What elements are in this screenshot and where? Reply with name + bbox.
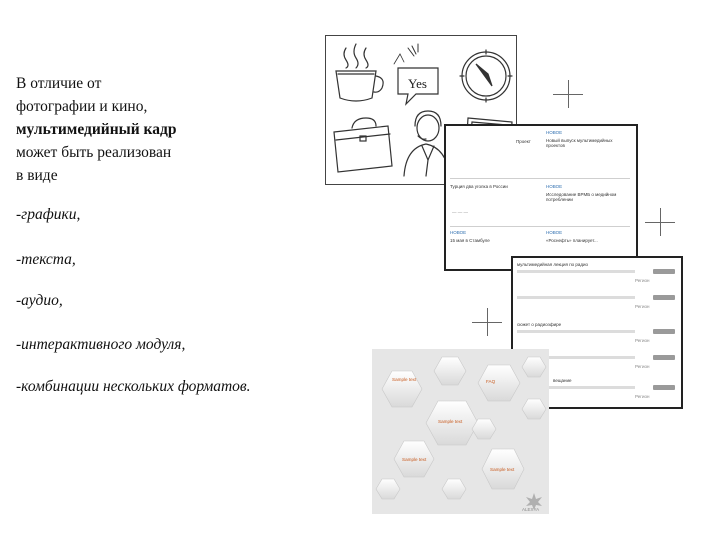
news-meta: — — —	[452, 210, 469, 215]
plus-mark	[553, 80, 583, 108]
yes-label: Yes	[408, 76, 427, 91]
audio-row-label: Регион	[635, 364, 650, 369]
audio-heading: мультимедийная лекция по радио	[517, 262, 589, 267]
news-title: 15 мая в Стамбуле	[450, 238, 490, 243]
audio-row-label: Регион	[635, 394, 650, 399]
infographic-label: Sample text	[490, 467, 515, 472]
news-screenshot	[444, 124, 638, 271]
speech-bubble-icon	[394, 44, 438, 104]
intro-line-bold: мультимедийный кадр	[16, 121, 177, 138]
plus-mark	[645, 208, 675, 236]
news-tag: НОВОЕ	[450, 230, 467, 235]
play-button[interactable]	[653, 385, 675, 390]
play-button[interactable]	[653, 355, 675, 360]
news-tag: НОВОЕ	[546, 130, 563, 135]
news-title: Турция два уголка в России	[450, 184, 508, 189]
list-item: -текста,	[16, 251, 76, 268]
hexagon	[522, 357, 546, 377]
audio-track	[517, 270, 635, 273]
play-button[interactable]	[653, 269, 675, 274]
hexagon	[478, 365, 520, 401]
news-title: «Роснефть» планирует...	[546, 238, 598, 243]
compass-icon	[460, 50, 512, 102]
hexagon	[442, 479, 466, 499]
audio-row-label: Регион	[635, 338, 650, 343]
list-item: -графики,	[16, 206, 81, 223]
news-tag: НОВОЕ	[546, 184, 563, 189]
audio-track	[517, 296, 635, 299]
divider	[450, 226, 630, 227]
plus-mark	[472, 308, 502, 336]
list-item: -комбинации нескольких форматов.	[16, 378, 251, 395]
infographic-label: Sample text	[438, 419, 463, 424]
briefcase-icon	[334, 118, 392, 172]
audio-bottom-label: вещание	[553, 378, 572, 383]
coffee-cup-icon	[336, 44, 383, 101]
news-snippet: Проект	[516, 139, 531, 144]
hexagon	[376, 479, 400, 499]
news-title: Исследование ВРМБ о медийном потреблении	[546, 192, 617, 203]
intro-paragraph	[16, 72, 316, 187]
news-tag: НОВОЕ	[546, 230, 563, 235]
intro-line: может быть реализован	[16, 144, 172, 161]
intro-line: В отличие от	[16, 75, 102, 92]
hexagon	[522, 399, 546, 419]
list-item: -интерактивного модуля,	[16, 336, 186, 353]
intro-line: в виде	[16, 167, 58, 184]
intro-line: фотографии и кино,	[16, 98, 148, 115]
audio-row-label: Регион	[635, 304, 650, 309]
audio-row-label: Регион	[635, 278, 650, 283]
news-title: Новый выпуск мультимедийных проектов	[546, 138, 613, 149]
infographic-label: Sample text	[402, 457, 427, 462]
play-button[interactable]	[653, 295, 675, 300]
divider	[450, 178, 630, 179]
infographic-image	[372, 349, 549, 514]
infographic-label: Sample text	[392, 377, 417, 382]
audio-mid-label: сюжет о радиоэфире	[517, 322, 562, 327]
infographic-label: FAQ	[486, 379, 496, 384]
audio-track	[517, 330, 635, 333]
hexagon	[434, 357, 466, 385]
list-item: -аудио,	[16, 292, 63, 309]
infographic-logo: ALEXYA	[522, 507, 540, 512]
play-button[interactable]	[653, 329, 675, 334]
hexagon-infographic	[372, 349, 549, 514]
